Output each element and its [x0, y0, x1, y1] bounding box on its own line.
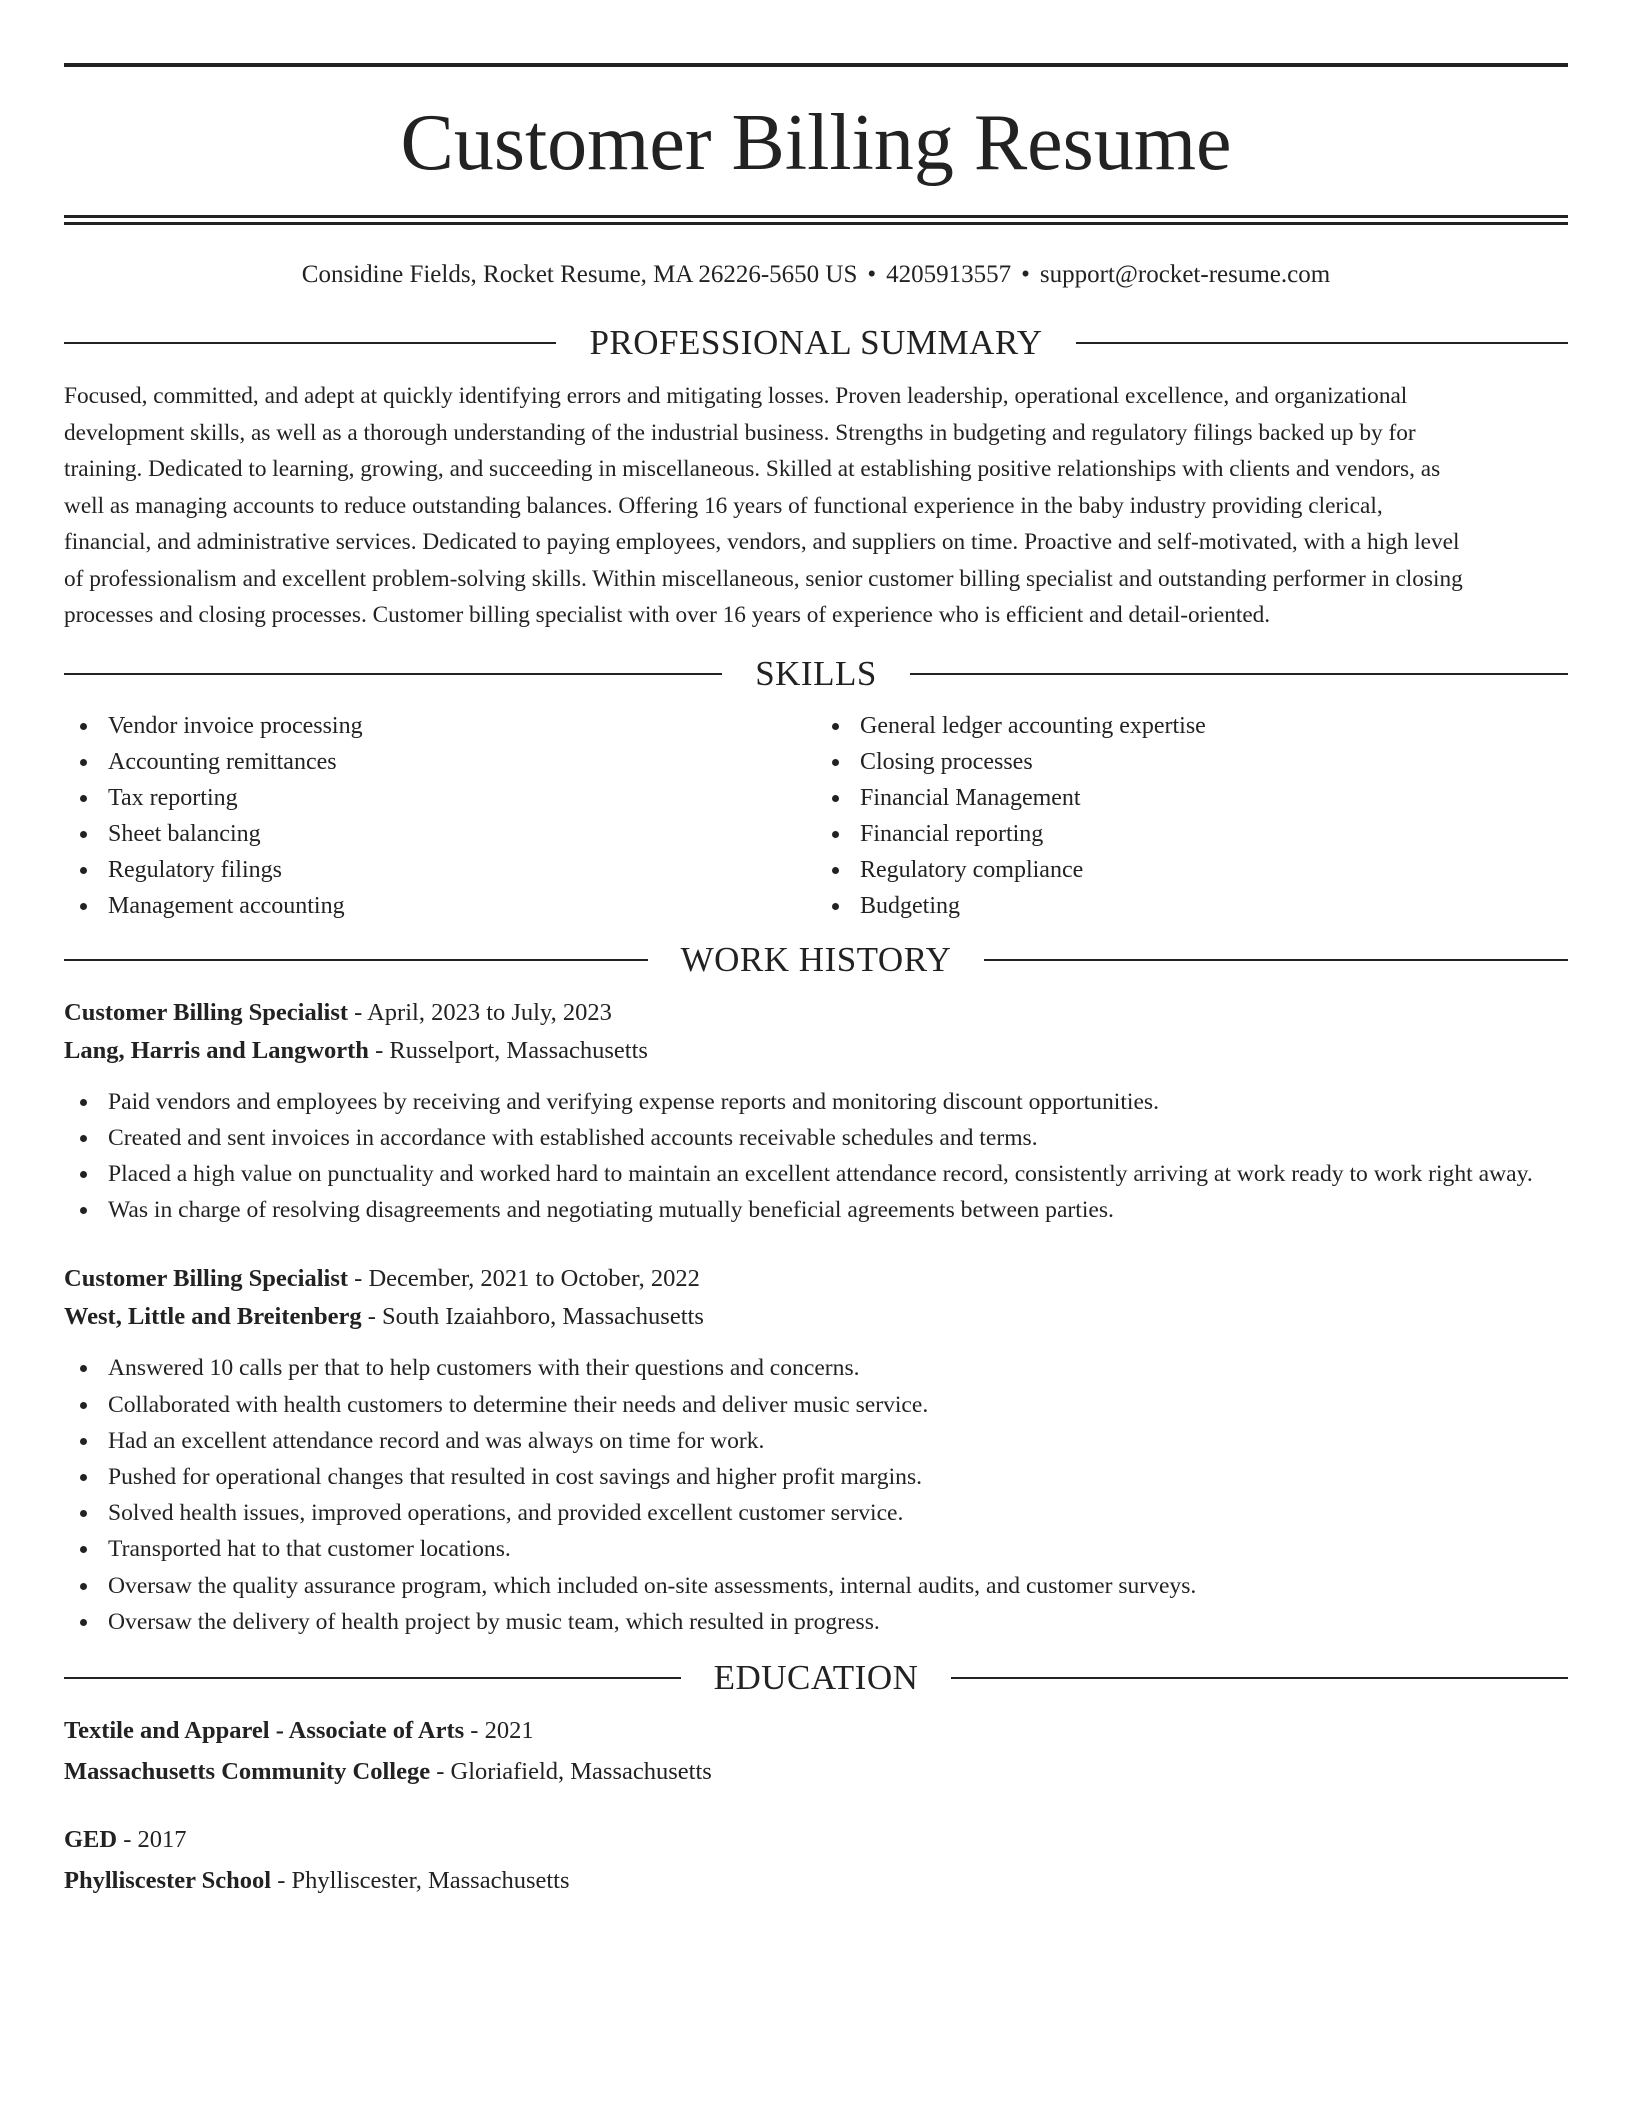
skill-item: General ledger accounting expertise	[816, 708, 1568, 744]
heading-rule-right	[1076, 342, 1568, 344]
job-dates: - December, 2021 to October, 2022	[348, 1265, 700, 1293]
summary-line: Focused, committed, and adept at quickly identifying errors and mitigating losses. Proven leadership, operational excellence, and organizational	[64, 383, 1408, 409]
title-double-rule	[64, 215, 1568, 225]
summary-line: of professionalism and excellent problem-solving skills. Within miscellaneous, senior customer billing specialist and outstanding performer in closing	[64, 565, 1463, 592]
section-title: PROFESSIONAL SUMMARY	[589, 323, 1043, 362]
job-title: Customer Billing Specialist	[64, 1265, 349, 1293]
heading-rule-right	[984, 959, 1568, 961]
job-company: Lang, Harris and Langworth	[64, 1036, 369, 1064]
section-heading-education	[64, 1658, 1568, 1698]
skills-column-left	[64, 708, 816, 924]
skills-column-right	[816, 708, 1568, 924]
job-company: West, Little and Breitenberg	[64, 1303, 362, 1331]
job-location: - South Izaiahboro, Massachusetts	[361, 1303, 704, 1331]
heading-rule-left	[64, 959, 648, 961]
skills-list	[64, 708, 1568, 924]
job-company-line	[64, 1032, 1568, 1070]
education-degree-line	[64, 1821, 1568, 1859]
heading-rule-left	[64, 342, 556, 344]
education-year: - 2021	[464, 1716, 534, 1744]
summary-line: processes and closing processes. Customer billing specialist with over 16 years of experience who is efficient and detail-oriented.	[64, 602, 1271, 628]
section-title: EDUCATION	[713, 1657, 919, 1697]
skill-item: Sheet balancing	[64, 816, 816, 852]
section-heading-work-history	[64, 940, 1568, 980]
professional-summary	[64, 378, 1568, 634]
skill-item: Financial Management	[816, 780, 1568, 816]
job-entry	[64, 1260, 1568, 1640]
job-bullet: Was in charge of resolving disagreements and negotiating mutually beneficial agreements between parties.	[64, 1192, 1568, 1228]
contact-separator: •	[867, 261, 877, 288]
contact-phone: 4205913557	[886, 261, 1012, 288]
heading-rule-left	[64, 1677, 681, 1679]
job-bullet: Had an excellent attendance record and was always on time for work.	[64, 1423, 1568, 1459]
summary-line: training. Dedicated to learning, growing, and succeeding in miscellaneous. Skilled at establishing positive relationships with clients and vendors, as	[64, 456, 1441, 482]
skill-item: Closing processes	[816, 744, 1568, 780]
section-title: SKILLS	[755, 653, 877, 693]
skill-item: Management accounting	[64, 888, 816, 924]
education-school-line	[64, 1753, 1568, 1791]
contact-line	[64, 259, 1568, 291]
top-rule	[64, 63, 1568, 67]
education-year: - 2017	[117, 1825, 187, 1853]
job-company-line	[64, 1298, 1568, 1336]
summary-line: financial, and administrative services. Dedicated to paying employees, vendors, and suppliers on time. Proactive and self-motivated, with a high level	[64, 529, 1460, 555]
education-location: - Phylliscester, Massachusetts	[271, 1866, 570, 1894]
job-dates: - April, 2023 to July, 2023	[348, 998, 612, 1026]
job-bullet: Pushed for operational changes that resulted in cost savings and higher profit margins.	[64, 1459, 1568, 1495]
summary-line: well as managing accounts to reduce outstanding balances. Offering 16 years of functional experience in the baby industry providing clerical,	[64, 492, 1383, 519]
section-heading-summary	[64, 323, 1568, 363]
education-entry	[64, 1712, 1568, 1791]
education-school: Massachusetts Community College	[64, 1757, 431, 1785]
job-bullet: Oversaw the quality assurance program, which included on-site assessments, internal audits, and customer surveys.	[64, 1568, 1568, 1604]
education-degree: GED	[64, 1825, 118, 1853]
skill-item: Regulatory filings	[64, 852, 816, 888]
summary-line: development skills, as well as a thorough understanding of the industrial business. Strengths in budgeting and regulatory filings backed up by for	[64, 419, 1416, 446]
job-bullet: Solved health issues, improved operations, and provided excellent customer service.	[64, 1495, 1568, 1531]
job-bullets	[64, 1350, 1568, 1640]
job-location: - Russelport, Massachusetts	[368, 1036, 648, 1064]
job-bullet: Transported hat to that customer locations.	[64, 1531, 1568, 1567]
skill-item: Accounting remittances	[64, 744, 816, 780]
heading-rule-left	[64, 673, 722, 675]
job-bullet: Oversaw the delivery of health project by music team, which resulted in progress.	[64, 1604, 1568, 1640]
section-title: WORK HISTORY	[680, 939, 952, 979]
skill-item: Regulatory compliance	[816, 852, 1568, 888]
job-title: Customer Billing Specialist	[64, 998, 349, 1026]
job-bullet: Created and sent invoices in accordance with established accounts receivable schedules and terms.	[64, 1120, 1568, 1156]
education-degree: Textile and Apparel - Associate of Arts	[64, 1716, 465, 1744]
resume-title: Customer Billing Resume	[400, 99, 1232, 187]
section-heading-skills	[64, 654, 1568, 694]
education-school-line	[64, 1862, 1568, 1900]
job-bullet: Placed a high value on punctuality and worked hard to maintain an excellent attendance record, consistently arriving at work ready to work right away.	[64, 1156, 1568, 1192]
skill-item: Vendor invoice processing	[64, 708, 816, 744]
education-location: - Gloriafield, Massachusetts	[430, 1757, 712, 1785]
heading-rule-right	[951, 1677, 1568, 1679]
job-title-line	[64, 1260, 1568, 1298]
education-degree-line	[64, 1712, 1568, 1750]
job-bullet: Collaborated with health customers to determine their needs and deliver music service.	[64, 1387, 1568, 1423]
education-entry	[64, 1821, 1568, 1900]
job-bullet: Paid vendors and employees by receiving and verifying expense reports and monitoring discount opportunities.	[64, 1084, 1568, 1120]
contact-separator: •	[1021, 261, 1030, 288]
education-school: Phylliscester School	[64, 1866, 272, 1894]
job-bullet: Answered 10 calls per that to help customers with their questions and concerns.	[64, 1350, 1568, 1386]
job-bullets	[64, 1084, 1568, 1229]
contact-address: Considine Fields, Rocket Resume, MA 26226-5650 US	[301, 261, 858, 288]
job-title-line	[64, 994, 1568, 1032]
skill-item: Financial reporting	[816, 816, 1568, 852]
heading-rule-right	[910, 673, 1568, 675]
skill-item: Tax reporting	[64, 780, 816, 816]
job-entry	[64, 994, 1568, 1229]
contact-email: support@rocket-resume.com	[1039, 261, 1331, 288]
skill-item: Budgeting	[816, 888, 1568, 924]
